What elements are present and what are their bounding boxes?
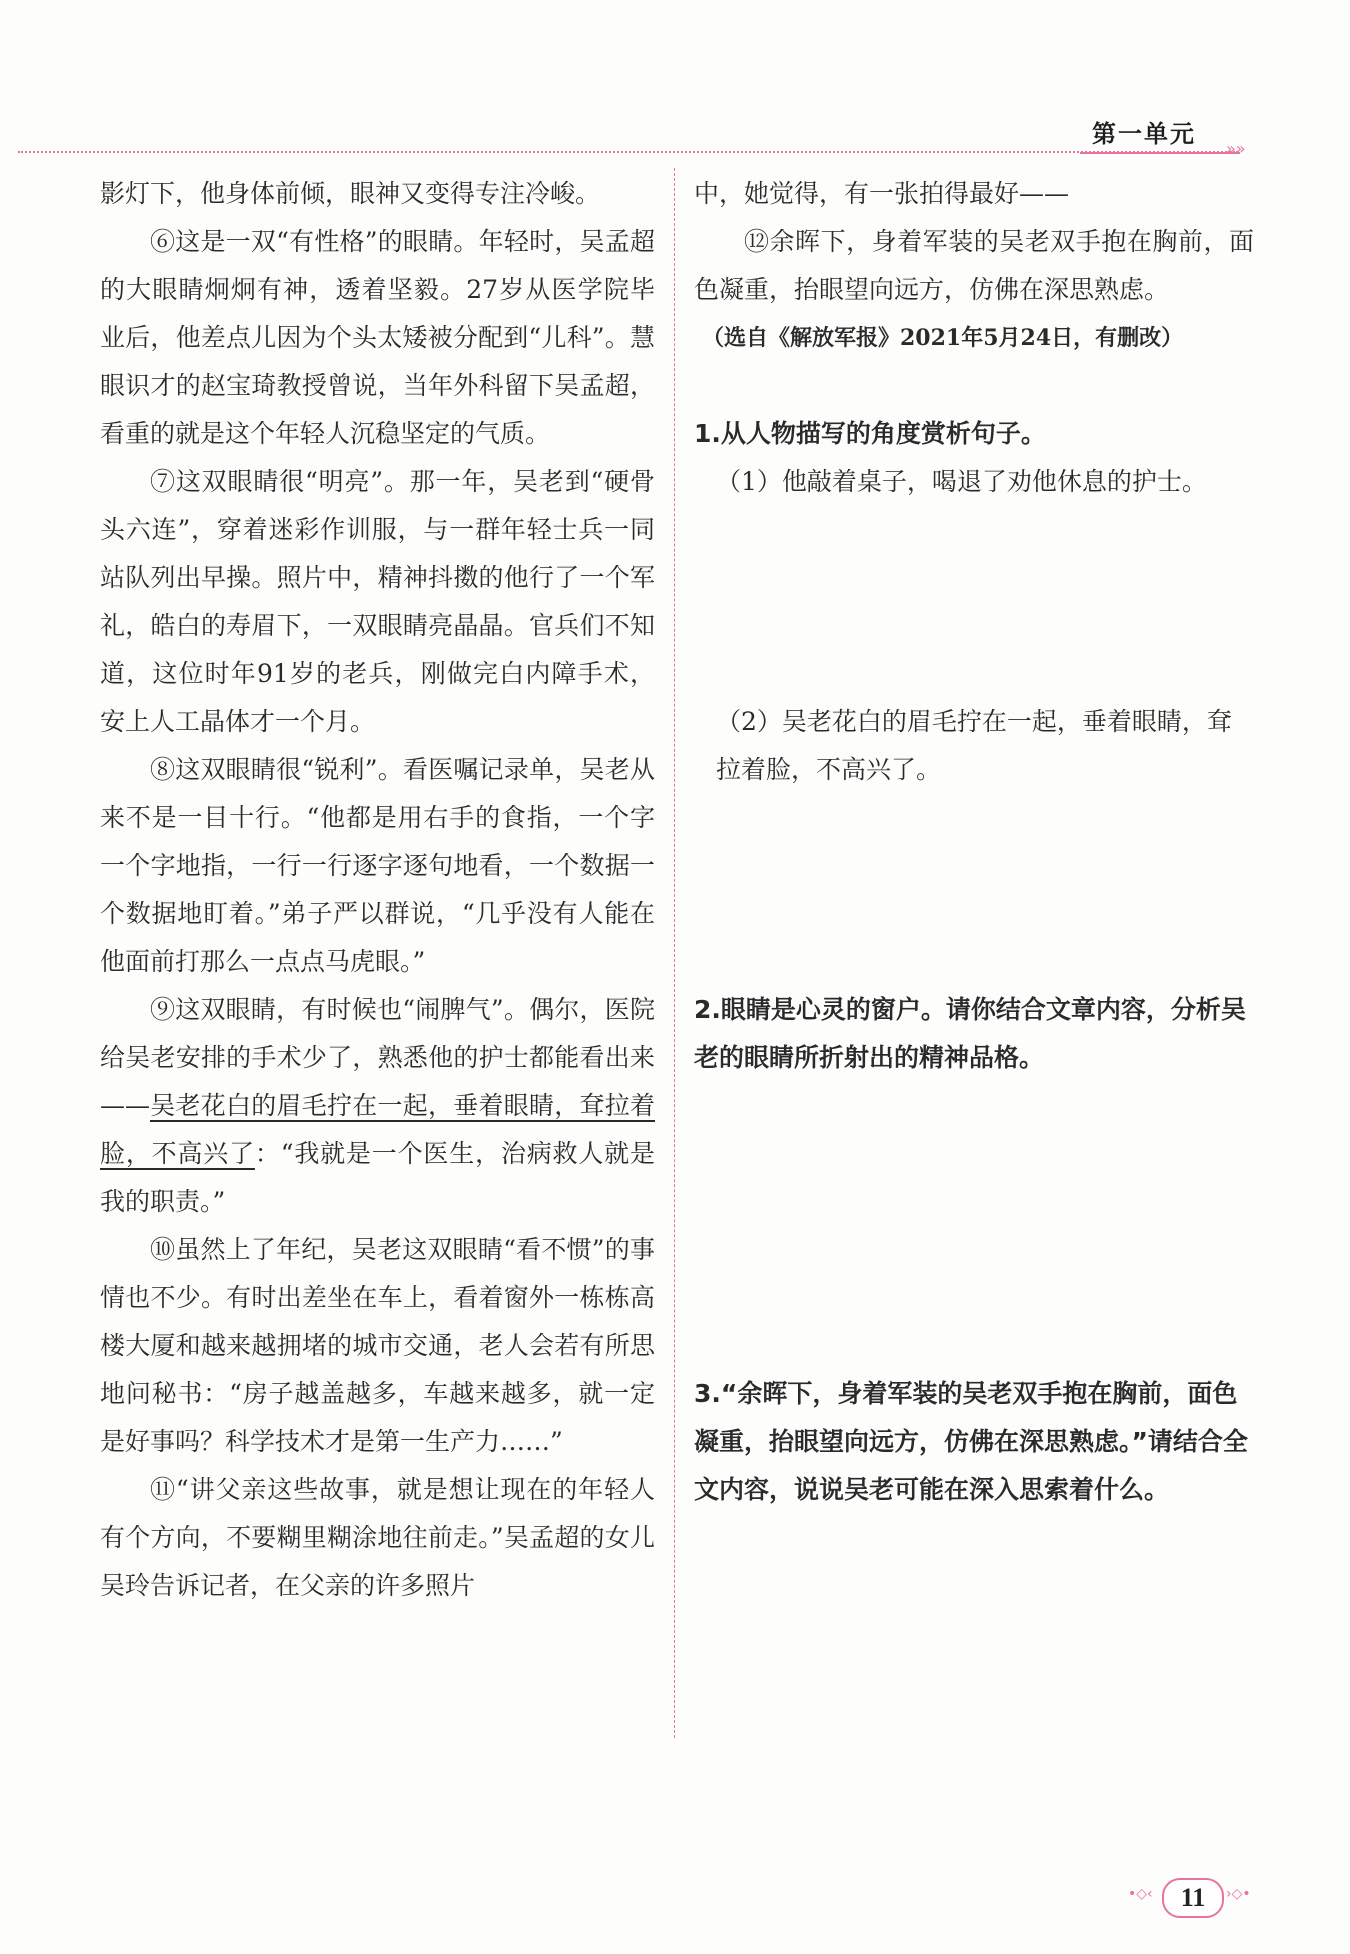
- paragraph-continuation: 影灯下，他身体前倾，眼神又变得专注冷峻。: [100, 179, 601, 208]
- paragraph-12: ⑫余晖下，身着军装的吴老双手抱在胸前，面色凝重，抬眼望向远方，仿佛在深思熟虑。: [694, 227, 1254, 304]
- column-divider: [674, 168, 675, 1738]
- question-number: 2.: [694, 995, 721, 1024]
- question-1: [694, 410, 1254, 458]
- ornament-left-icon: •◇‹: [1128, 1886, 1153, 1902]
- paragraph-7: ⑦这双眼睛很“明亮”。那一年，吴老到“硬骨头六连”，穿着迷彩作训服，与一群年轻士兵一同站队列出早操。照片中，精神抖擞的他行了一个军礼，皓白的寿眉下，一双眼睛亮晶晶。官兵们不知道，这位时年91岁的老兵，刚做完白内障手术，安上人工晶体才一个月。: [100, 467, 655, 736]
- paragraph-9: [100, 986, 655, 1226]
- paragraph-9-quote: ：“我就是一个医生，治病救人就是我的职责。”: [100, 1139, 655, 1216]
- rule-arrows-icon: »»: [1226, 139, 1246, 158]
- page-number-badge: [1128, 1878, 1258, 1918]
- article-left-column: [100, 170, 655, 1610]
- header-dotted-rule: [18, 151, 1238, 153]
- paragraph-11: ⑪“讲父亲这些故事，就是想让现在的年轻人有个方向，不要糊里糊涂地往前走。”吴孟超的女儿吴玲告诉记者，在父亲的许多照片: [100, 1475, 655, 1600]
- paragraph-8: ⑧这双眼睛很“锐利”。看医嘱记录单，吴老从来不是一目十行。“他都是用右手的食指，一个字一个字地指，一行一行逐字逐句地看，一个数据一个数据地盯着。”弟子严以群说，“几乎没有人能在他面前打那么一点点马虎眼。”: [100, 755, 655, 976]
- ornament-right-icon: ›◇•: [1226, 1886, 1251, 1902]
- question-number: 3.: [694, 1379, 721, 1408]
- paragraph-6: ⑥这是一双“有性格”的眼睛。年轻时，吴孟超的大眼睛炯炯有神，透着坚毅。27岁从医学院毕业后，他差点儿因为个头太矮被分配到“儿科”。慧眼识才的赵宝琦教授曾说，当年外科留下吴孟超，看重的就是这个年轻人沉稳坚定的气质。: [100, 227, 655, 448]
- question-text: 眼睛是心灵的窗户。请你结合文章内容，分析吴老的眼睛所折射出的精神品格。: [694, 995, 1246, 1072]
- underlined-sentence: 吴老花白的眉毛拧在一起，垂着眼睛，耷拉着脸，不高兴了: [100, 1091, 655, 1168]
- question-3: [694, 1370, 1254, 1514]
- page-number: 11: [1162, 1878, 1224, 1918]
- paragraph-9-text: ⑨这双眼睛，有时候也“闹脾气”。偶尔，医院给吴老安排的手术少了，熟悉他的护士都能看出来——: [100, 995, 655, 1120]
- question-number: 1.: [694, 419, 721, 448]
- question-text: “余晖下，身着军装的吴老双手抱在胸前，面色凝重，抬眼望向远方，仿佛在深思熟虑。”请结合全文内容，说说吴老可能在深入思索着什么。: [694, 1379, 1248, 1504]
- source-citation: （选自《解放军报》2021年5月24日，有删改）: [702, 325, 1184, 351]
- question-2: [694, 986, 1254, 1082]
- header-solid-rule: [1080, 142, 1240, 154]
- paragraph-11-continuation: 中，她觉得，有一张拍得最好——: [694, 179, 1070, 208]
- question-1-part-2: （2）吴老花白的眉毛拧在一起，垂着眼睛，耷拉着脸，不高兴了。: [716, 707, 1232, 784]
- article-right-column: [694, 170, 1254, 362]
- question-text: 从人物描写的角度赏析句子。: [720, 419, 1046, 448]
- unit-title: 第一单元: [1092, 120, 1196, 148]
- question-1-part-1: （1）他敲着桌子，喝退了劝他休息的护士。: [716, 467, 1207, 496]
- paragraph-10: ⑩虽然上了年纪，吴老这双眼睛“看不惯”的事情也不少。有时出差坐在车上，看着窗外一栋栋高楼大厦和越来越拥堵的城市交通，老人会若有所思地问秘书：“房子越盖越多，车越来越多，就一定是好事吗？科学技术才是第一生产力……”: [100, 1235, 655, 1456]
